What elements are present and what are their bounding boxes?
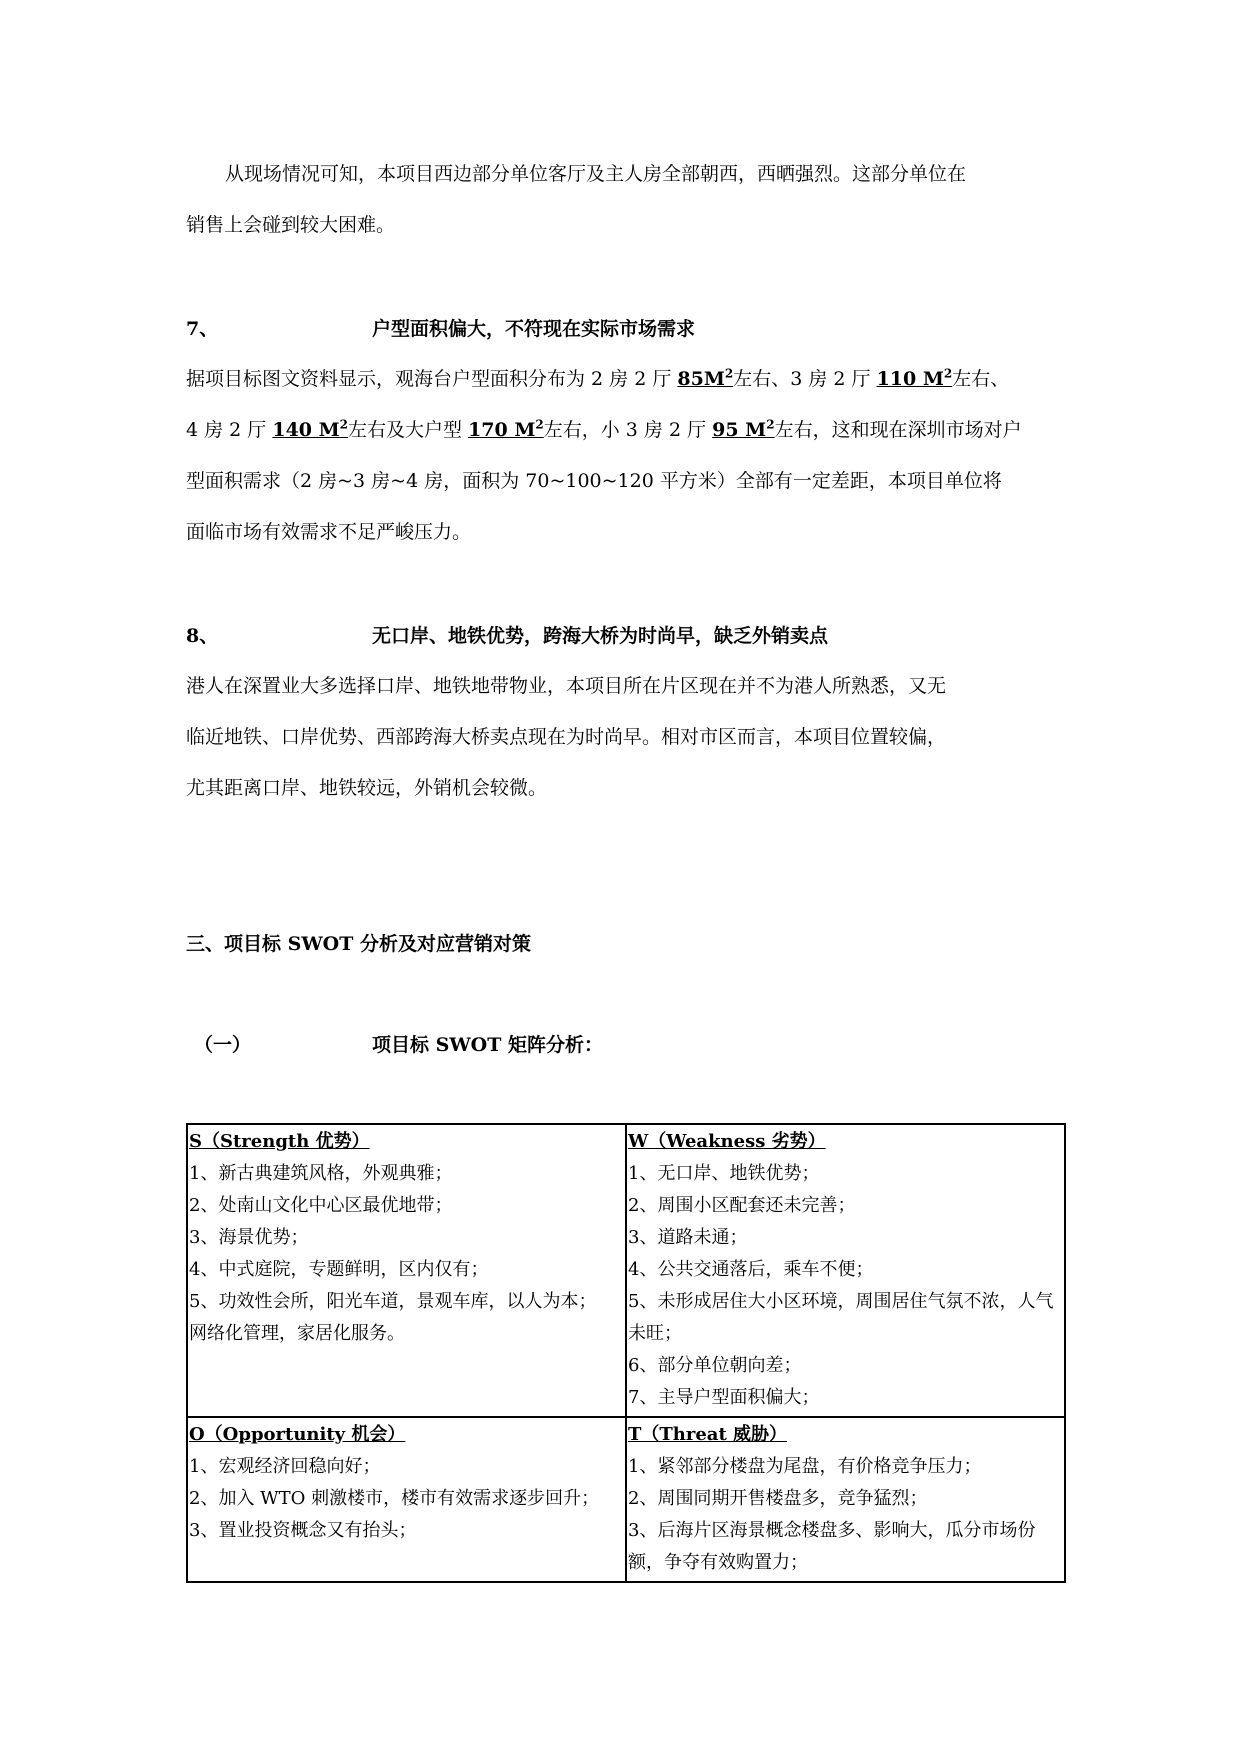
list-item: 3、道路未通； xyxy=(628,1227,748,1248)
chapter-heading xyxy=(186,930,531,958)
list-item: 3、海景优势； xyxy=(189,1227,309,1248)
list-item: 4、公共交通落后，乘车不便； xyxy=(628,1259,874,1280)
paragraph-line: 面临市场有效需求不足严峻压力。 xyxy=(186,521,472,543)
paragraph-line: 临近地铁、口岸优势、西部跨海大桥卖点现在为时尚早。相对市区而言，本项目位置较偏， xyxy=(186,726,947,748)
text-run: 左右，这和现在深圳市场对户 xyxy=(774,419,1022,441)
weakness-cell xyxy=(626,1124,1065,1417)
list-item: 2、周围同期开售楼盘多，竞争猛烈； xyxy=(628,1488,928,1509)
section-title: 无口岸、地铁优势，跨海大桥为时尚早，缺乏外销卖点 xyxy=(372,625,829,647)
list-item: 6、部分单位朝向差； xyxy=(628,1355,802,1376)
text-run: 左右、 xyxy=(952,368,1010,390)
list-item: 1、无口岸、地铁优势； xyxy=(628,1163,820,1184)
list-item: 1、新古典建筑风格，外观典雅； xyxy=(189,1163,453,1184)
subsection-number: （一） xyxy=(194,1034,252,1056)
threat-header: T（Threat 威胁） xyxy=(628,1424,788,1445)
paragraph-line: 从现场情况可知，本项目西边部分单位客厅及主人房全部朝西，西晒强烈。这部分单位在 xyxy=(225,163,967,185)
strength-cell xyxy=(187,1124,626,1417)
strength-header: S（Strength 优势） xyxy=(189,1131,370,1152)
weakness-header: W（Weakness 劣势） xyxy=(628,1131,826,1152)
superscript: 2 xyxy=(724,366,734,381)
area-number: 110 M xyxy=(876,368,944,390)
text-run: 左右、3 房 2 厅 xyxy=(733,368,877,390)
text-run: 4 房 2 厅 xyxy=(186,419,273,441)
table-row xyxy=(187,1417,1065,1582)
paragraph-line: 销售上会碰到较大困难。 xyxy=(186,214,396,236)
superscript: 2 xyxy=(535,417,544,432)
list-item: 2、周围小区配套还未完善； xyxy=(628,1195,856,1216)
subsection-title: 项目标 SWOT 矩阵分析： xyxy=(372,1034,603,1056)
area-value xyxy=(272,419,348,441)
list-item: 3、后海片区海景概念楼盘多、影响大，瓜分市场份额，争夺有效购置力； xyxy=(628,1520,1036,1573)
section-number: 7、 xyxy=(186,318,219,340)
paragraph-line: 尤其距离口岸、地铁较远，外销机会较微。 xyxy=(186,777,548,799)
list-item: 5、功效性会所，阳光车道，景观车库，以人为本； xyxy=(189,1291,597,1312)
paragraph-line: 型面积需求（2 房~3 房~4 房，面积为 70~100~120 平方米）全部有一定差距，本项目单位将 xyxy=(186,470,1002,492)
table-row xyxy=(187,1124,1065,1417)
list-item: 1、紧邻部分楼盘为尾盘，有价格竞争压力； xyxy=(628,1456,982,1477)
area-value xyxy=(468,419,544,441)
section-number: 8、 xyxy=(186,625,219,647)
list-item: 网络化管理，家居化服务。 xyxy=(189,1323,405,1344)
text-run: 据项目标图文资料显示，观海台户型面积分布为 2 房 2 厅 xyxy=(186,368,678,390)
list-item: 4、中式庭院，专题鲜明，区内仅有； xyxy=(189,1259,489,1280)
text-run: 左右及大户型 xyxy=(348,419,469,441)
text-run: 左右，小 3 房 2 厅 xyxy=(543,419,713,441)
list-item: 2、加入 WTO 刺激楼市，楼市有效需求逐步回升； xyxy=(189,1488,600,1509)
area-value xyxy=(677,368,733,390)
paragraph-line: 港人在深置业大多选择口岸、地铁地带物业，本项目所在片区现在并不为港人所熟悉，又无 xyxy=(186,675,947,697)
chapter-heading-text: 三、项目标 SWOT 分析及对应营销对策 xyxy=(186,933,531,955)
paragraph-line xyxy=(186,416,1022,444)
area-number: 170 M xyxy=(468,419,536,441)
superscript: 2 xyxy=(943,366,953,381)
area-value xyxy=(712,419,774,441)
section-title: 户型面积偏大，不符现在实际市场需求 xyxy=(372,318,696,340)
threat-cell xyxy=(626,1417,1065,1582)
opportunity-header: O（Opportunity 机会） xyxy=(189,1424,406,1445)
opportunity-cell xyxy=(187,1417,626,1582)
superscript: 2 xyxy=(766,417,775,432)
swot-matrix-table xyxy=(186,1123,1066,1583)
area-value xyxy=(877,368,953,390)
list-item: 7、主导户型面积偏大； xyxy=(628,1387,820,1408)
paragraph-line xyxy=(186,365,1009,393)
area-number: 85M xyxy=(677,368,725,390)
list-item: 3、置业投资概念又有抬头； xyxy=(189,1520,417,1541)
list-item: 2、处南山文化中心区最优地带； xyxy=(189,1195,453,1216)
area-number: 140 M xyxy=(272,419,340,441)
list-item: 1、宏观经济回稳向好； xyxy=(189,1456,381,1477)
area-number: 95 M xyxy=(712,419,767,441)
superscript: 2 xyxy=(339,417,349,432)
list-item: 5、未形成居住大小区环境，周围居住气氛不浓，人气未旺； xyxy=(628,1291,1054,1344)
